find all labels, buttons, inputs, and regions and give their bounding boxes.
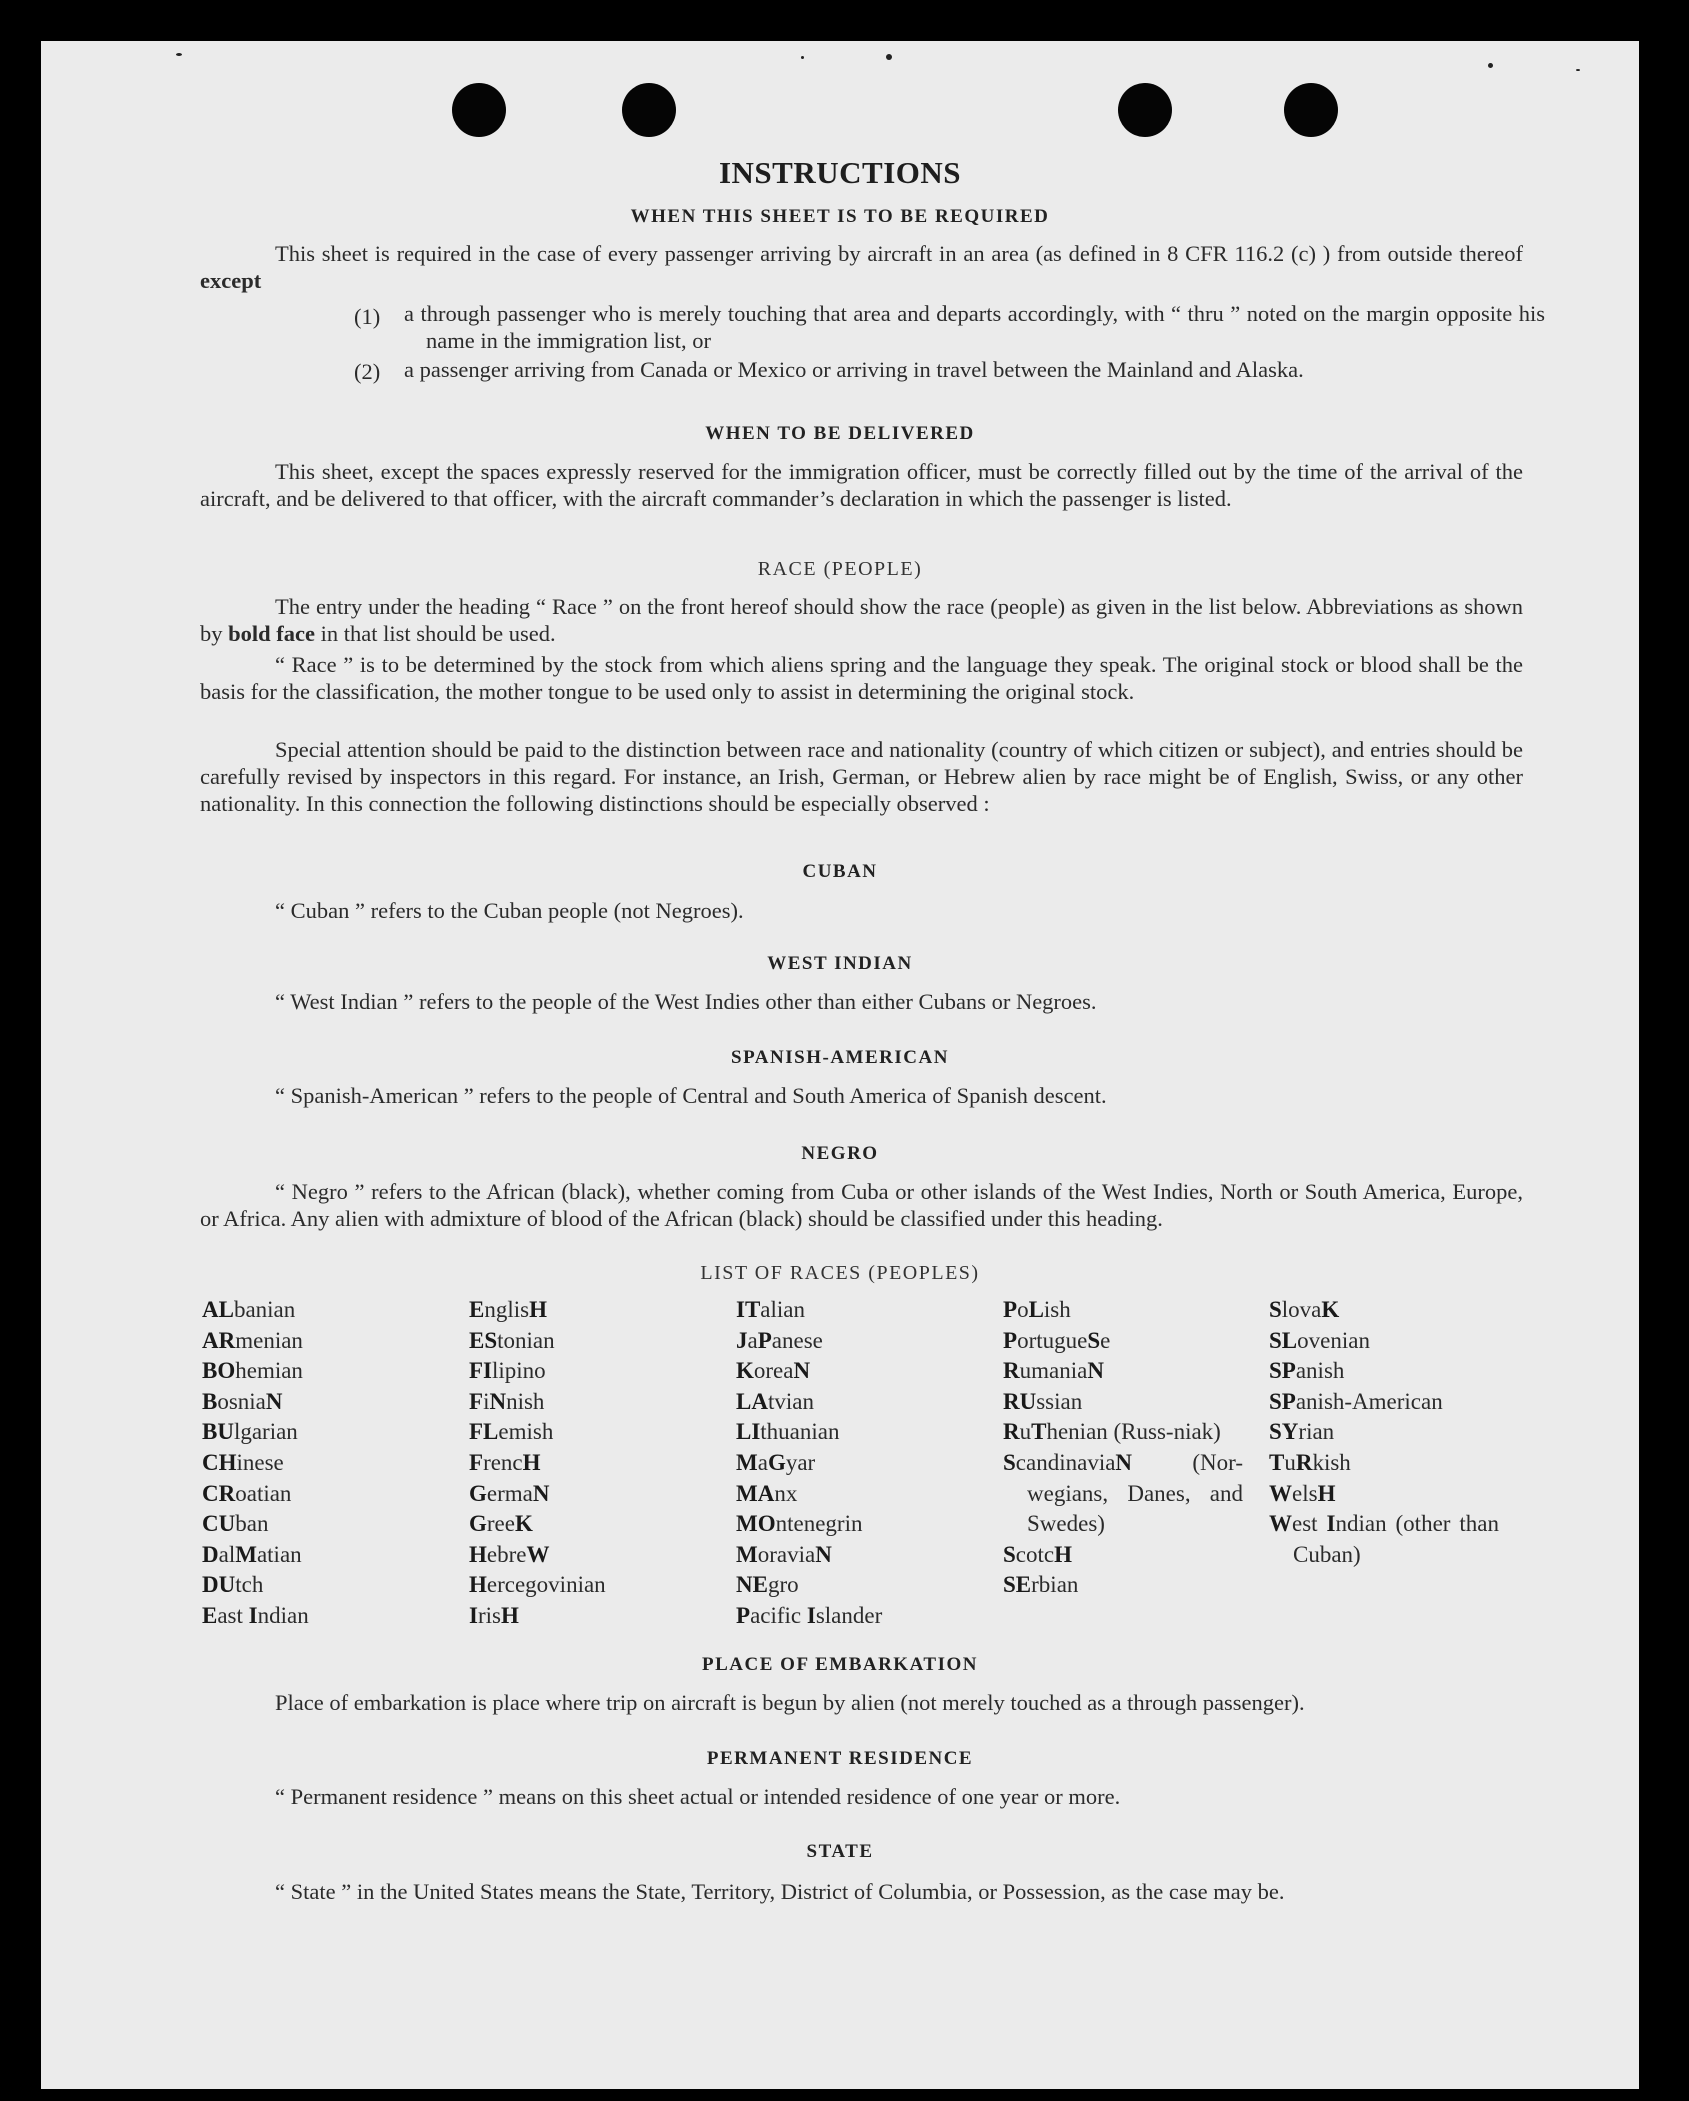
punch-hole-3 — [1118, 83, 1172, 137]
race-entry: IrisH — [469, 1602, 519, 1628]
west-indian-paragraph — [200, 988, 1523, 1015]
race-entry: RuThenian (Russ-niak) — [1003, 1419, 1221, 1445]
race-entry: Pacific Islander — [736, 1602, 883, 1628]
race-entry: BOhemian — [202, 1358, 303, 1384]
section-heading-list-of-races: LIST OF RACES (PEOPLES) — [700, 1262, 980, 1284]
race-entry: CUban — [202, 1511, 269, 1537]
race-entry: MAnx — [736, 1480, 798, 1506]
section-heading-delivered: WHEN TO BE DELIVERED — [705, 423, 975, 444]
spanish-american-paragraph — [200, 1082, 1523, 1109]
document-page — [41, 41, 1639, 2089]
race-entry: DalMatian — [202, 1541, 302, 1567]
race-entry: ALbanian — [202, 1297, 296, 1322]
race-entry: FLemish — [469, 1419, 554, 1445]
race-entry: GreeK — [469, 1511, 533, 1537]
race-paragraph-3 — [200, 736, 1523, 817]
race-entry: CRoatian — [202, 1480, 292, 1506]
residence-paragraph — [200, 1783, 1527, 1810]
race-column-5 — [1269, 1295, 1499, 1570]
race-entry: FrencH — [469, 1449, 541, 1475]
race-entry: KoreaN — [736, 1358, 811, 1384]
required-item-2: a passenger arriving from Canada or Mexico or arriving in travel between the Mainland and Alaska. — [404, 357, 1304, 382]
negro-paragraph — [200, 1178, 1523, 1232]
race-p1-text-end: in that list should be used. — [320, 621, 556, 646]
race-entry: TuRkish — [1269, 1449, 1351, 1475]
race-entry: EStonian — [469, 1327, 555, 1353]
state-paragraph — [200, 1878, 1527, 1905]
embarkation-paragraph — [200, 1689, 1527, 1716]
race-entry: ARmenian — [202, 1327, 303, 1353]
speck — [176, 53, 182, 56]
negro-text: “ Negro ” refers to the African (black), whether coming from Cuba or other islands of the West Indies, North or South America, Europe, or Africa. Any alien with admixture of blood of the African (black) should be classified under this heading. — [200, 1179, 1523, 1231]
section-heading-spanish-american: SPANISH-AMERICAN — [731, 1047, 949, 1068]
race-column-3 — [736, 1295, 986, 1632]
race-column-1 — [202, 1295, 452, 1632]
embarkation-text: Place of embarkation is place where trip on aircraft is begun by alien (not merely touched as a through passenger). — [275, 1690, 1305, 1715]
race-entry: GermaN — [469, 1480, 550, 1506]
punch-hole-4 — [1284, 83, 1338, 137]
race-entry: SPanish — [1269, 1358, 1345, 1384]
speck — [886, 54, 892, 60]
race-entry: MoraviaN — [736, 1541, 832, 1567]
speck — [1488, 63, 1493, 68]
race-entry: ITalian — [736, 1297, 805, 1322]
race-entry: LIthuanian — [736, 1419, 840, 1445]
section-heading-required: WHEN THIS SHEET IS TO BE REQUIRED — [630, 206, 1050, 227]
item-number: (2) — [354, 359, 381, 384]
race-entry: SLovenian — [1269, 1327, 1370, 1353]
race-p1-text: The entry under the heading “ Race ” on the front hereof should show the race (people) as given in the list below. Abbreviations as shown by — [200, 594, 1523, 646]
race-entry: WelsH — [1269, 1480, 1336, 1506]
race-column-2 — [469, 1295, 719, 1632]
race-entry: SYrian — [1269, 1419, 1335, 1445]
section-heading-embarkation: PLACE OF EMBARKATION — [702, 1654, 978, 1675]
race-entry: BUlgarian — [202, 1419, 298, 1445]
race-entry: MaGyar — [736, 1449, 816, 1475]
race-entry: SPanish-American — [1269, 1388, 1443, 1414]
required-intro-except: except — [200, 268, 262, 293]
punch-hole-1 — [452, 83, 506, 137]
race-p3-text: Special attention should be paid to the distinction between race and nationality (country of which citizen or subject), and entries should be carefully revised by inspectors in this regard. For instance, an Irish, German, or Hebrew alien by race might be of English, Swiss, or any other nationality. In this connection the following distinctions should be especially observed : — [200, 737, 1523, 816]
race-p2-text: “ Race ” is to be determined by the stock from which aliens spring and the language they speak. The original stock or blood shall be the basis for the classification, the mother tongue to be used only to assist in determining the original stock. — [200, 652, 1523, 704]
race-entry: SlovaK — [1269, 1297, 1340, 1322]
required-intro-text: This sheet is required in the case of every passenger arriving by aircraft in an area (as defined in 8 CFR 116.2 (c) ) from outside thereof — [275, 241, 1523, 266]
race-entry: RUssian — [1003, 1388, 1083, 1414]
race-entry: FIlipino — [469, 1358, 546, 1384]
required-item-1: a through passenger who is merely touching that area and departs accordingly, with “ thru ” noted on the margin opposite his name in the immigration list, or — [404, 301, 1545, 353]
race-entry: Hercegovinian — [469, 1572, 606, 1598]
race-entry: EnglisH — [469, 1297, 547, 1322]
section-heading-race: RACE (PEOPLE) — [757, 558, 923, 580]
delivered-paragraph — [200, 458, 1523, 512]
section-heading-state: STATE — [806, 1841, 874, 1862]
race-entry: RumaniaN — [1003, 1358, 1104, 1384]
race-entry: West Indian (other than Cuban) — [1269, 1511, 1499, 1567]
race-entry: MOntenegrin — [736, 1511, 863, 1537]
race-entry: ScandinaviaN (Nor-wegians, Danes, and Swedes) — [1003, 1449, 1243, 1537]
delivered-text: This sheet, except the spaces expressly reserved for the immigration officer, must be correctly filled out by the time of the arrival of the aircraft, and be delivered to that officer, with the aircraft commander’s declaration in which the passenger is listed. — [200, 459, 1523, 511]
section-heading-negro: NEGRO — [801, 1143, 879, 1164]
race-entry: HebreW — [469, 1541, 550, 1567]
section-heading-residence: PERMANENT RESIDENCE — [706, 1748, 974, 1769]
punch-hole-2 — [622, 83, 676, 137]
section-heading-west-indian: WEST INDIAN — [767, 953, 913, 974]
west-indian-text: “ West Indian ” refers to the people of the West Indies other than either Cubans or Negroes. — [275, 989, 1097, 1014]
race-p1-bold: bold face — [228, 621, 315, 646]
residence-text: “ Permanent residence ” means on this sheet actual or intended residence of one year or more. — [275, 1784, 1121, 1809]
cuban-paragraph — [200, 897, 1523, 924]
required-intro — [200, 240, 1523, 294]
race-entry: PortugueSe — [1003, 1327, 1111, 1353]
state-text: “ State ” in the United States means the State, Territory, District of Columbia, or Possession, as the case may be. — [275, 1879, 1285, 1904]
speck — [801, 56, 804, 59]
race-entry: JaPanese — [736, 1327, 823, 1353]
race-entry: DUtch — [202, 1572, 264, 1598]
race-entry: ScotcH — [1003, 1541, 1072, 1567]
race-entry: NEgro — [736, 1572, 799, 1598]
race-entry: LAtvian — [736, 1388, 814, 1414]
race-entry: PoLish — [1003, 1297, 1071, 1322]
speck — [1576, 69, 1580, 71]
race-entry: East Indian — [202, 1602, 309, 1628]
page-title: INSTRUCTIONS — [718, 155, 961, 190]
spanish-american-text: “ Spanish-American ” refers to the people of Central and South America of Spanish descent. — [275, 1083, 1107, 1108]
item-number: (1) — [354, 304, 381, 329]
race-entry: CHinese — [202, 1449, 284, 1475]
race-paragraph-2 — [200, 651, 1523, 705]
cuban-text: “ Cuban ” refers to the Cuban people (not Negroes). — [275, 898, 744, 923]
section-heading-cuban: CUBAN — [802, 861, 878, 882]
race-paragraph-1 — [200, 593, 1523, 647]
race-entry: FiNnish — [469, 1388, 545, 1414]
race-column-4 — [1003, 1295, 1243, 1601]
race-entry: BosniaN — [202, 1388, 283, 1414]
race-entry: SErbian — [1003, 1572, 1079, 1598]
